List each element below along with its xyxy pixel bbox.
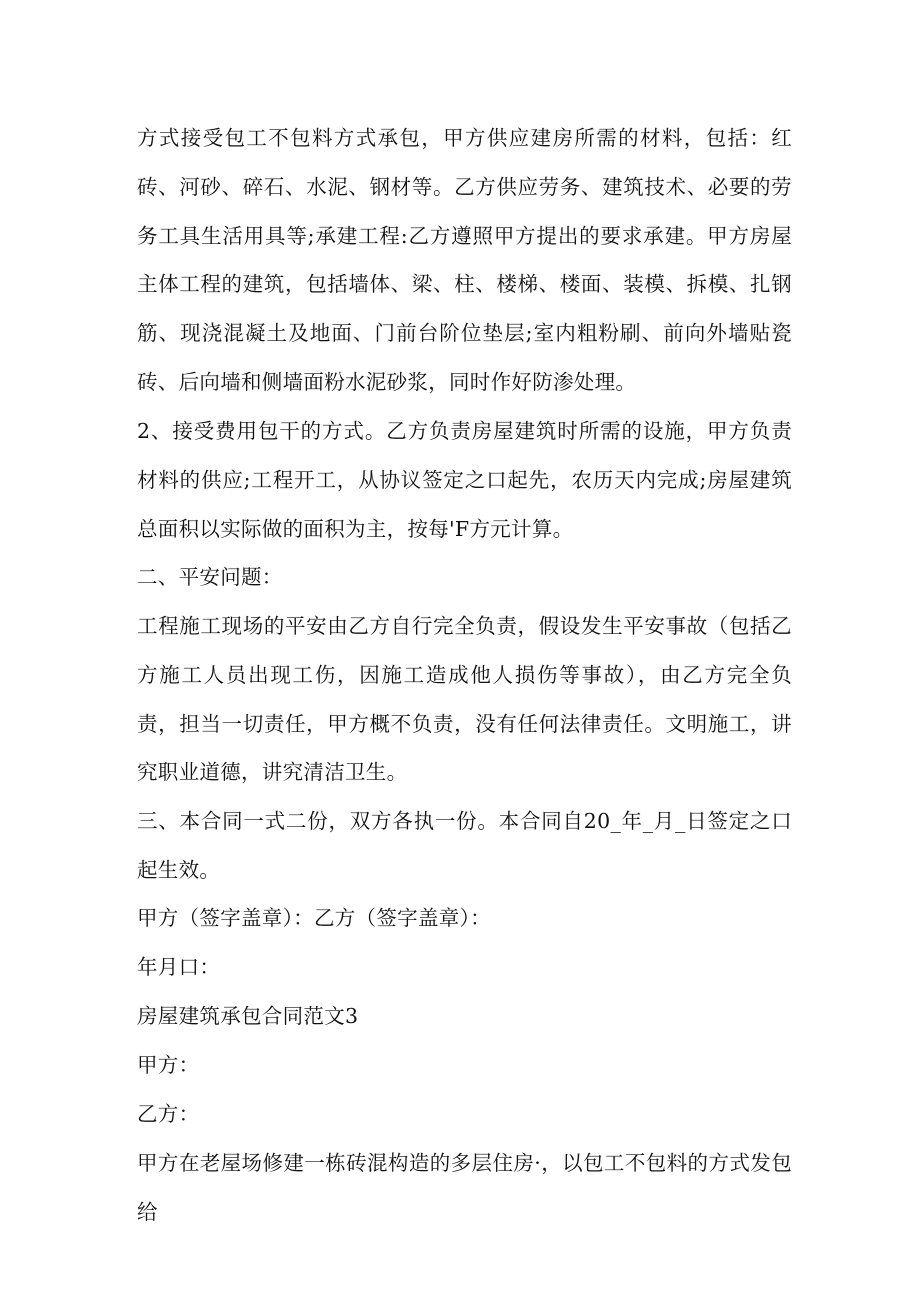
paragraph-intro: 甲方在老屋场修建一栋砖混构造的多层住房·，以包工不包料的方式发包给 — [137, 1151, 792, 1224]
contract-title: 房屋建筑承包合同范文3 — [137, 1004, 359, 1028]
section-heading-safety: 二、平安问题： — [137, 565, 283, 589]
paragraph-materials: 方式接受包工不包料方式承包，甲方供应建房所需的材料，包括：红砖、河砂、碎石、水泥、钢材等。乙方供应劳务、建筑技术、必要的劳务工具生活用具等;承建工程:乙方遵照甲方提出的要求承建。甲方房屋主体工程的建筑，包括墙体、梁、柱、楼梯、楼面、装模、拆模、扎钢筋、现浇混凝土及地面、门前台阶位垫层;室内粗粉刷、前向外墙贴瓷砖、后向墙和侧墙面粉水泥砂浆，同时作好防渗处理。 — [137, 126, 792, 394]
paragraph-safety: 工程施工现场的平安由乙方自行完全负责，假设发生平安事故（包括乙方施工人员出现工伤，因施工造成他人损伤等事故），由乙方完全负责，担当一切责任，甲方概不负责，没有任何法律责任。文明施工，讲究职业道德，讲究清洁卫生。 — [137, 614, 792, 785]
paragraph-copies: 三、本合同一式二份，双方各执一份。本合同自20_年_月_日签定之口起生效。 — [137, 809, 792, 882]
date-line: 年月口： — [137, 955, 221, 979]
party-a-line: 甲方： — [137, 1053, 200, 1077]
paragraph-lump-sum: 2、接受费用包干的方式。乙方负责房屋建筑时所需的设施，甲方负责材料的供应;工程开工，从协议签定之口起先，农历天内完成;房屋建筑总面积以实际做的面积为主，按每'F方元计算。 — [137, 419, 792, 541]
signature-line: 甲方（签字盖章）：乙方（签字盖章）： — [137, 906, 491, 930]
party-b-line: 乙方： — [137, 1102, 200, 1126]
